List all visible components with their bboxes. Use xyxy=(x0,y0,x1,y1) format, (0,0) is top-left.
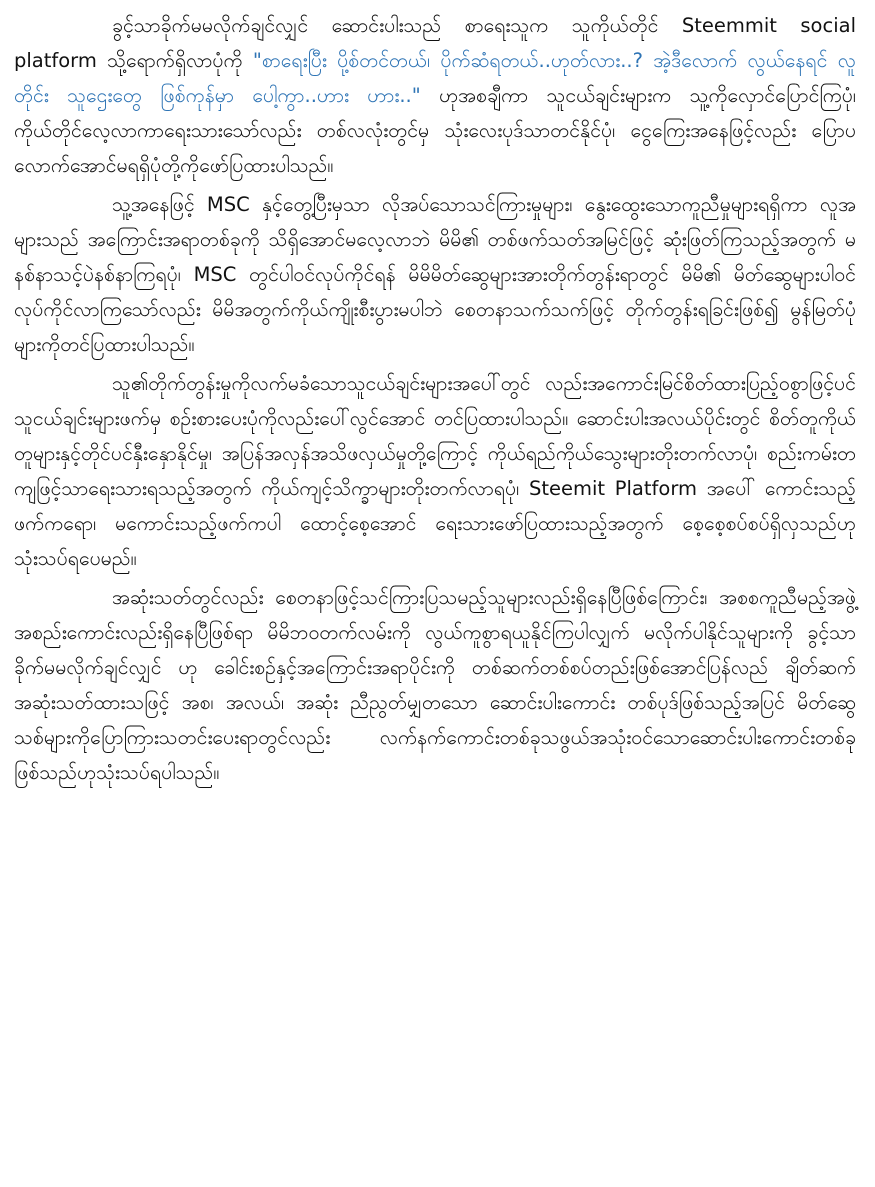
intro-text-continued: ဟုအစချီကာ သူငယ်ချင်းများက သူ့ကိုလှောင်ပြောင်ကြပုံ၊ ကိုယ်တိုင်လေ့လာကာရေးသားသော်လည်း တစ်လလုံးတွင်မှ သုံးလေးပုဒ်သာတင်နိုင်ပုံ၊ ငွေကြေးအနေဖြင့်လည်း ပြောပလောက်အောင်မရရှိပုံတို့ကိုဖော်ပြထားပါသည်။ xyxy=(14,84,856,177)
quoted-remark: "စာရေးပြီး ပို့စ်တင်တယ်၊ ပိုက်ဆံရတယ်..ဟုတ်လား..? အဲ့ဒီလောက် လွယ်နေရင် လူတိုင်း သူဌေးတွေ ဖြစ်ကုန်မှာ ပေါ့ကွာ..ဟား ဟား.." xyxy=(14,49,856,107)
paragraph-msc: သူ့အနေဖြင့် MSC နှင့်တွေ့ပြီးမှသာ လိုအပ်သောသင်ကြားမှုများ၊ နွေးထွေးသောကူညီမှုများရရှိကာ လူအများသည် အကြောင်းအရာတစ်ခုကို သိရှိအောင်မလေ့လာဘဲ မိမိ၏ တစ်ဖက်သတ်အမြင်ဖြင့် ဆုံးဖြတ်ကြသည့်အတွက် မနစ်နာသင့်ပဲနစ်နာကြရပုံ၊ MSC တွင်ပါဝင်လုပ်ကိုင်ရန် မိမိမိတ်ဆွေများအားတိုက်တွန်းရာတွင် မိမိ၏ မိတ်ဆွေများပါဝင်လုပ်ကိုင်လာကြသော်လည်း မိမိအတွက်ကိုယ်ကျိုးစီးပွားမပါဘဲ စေတနာသက်သက်ဖြင့် တိုက်တွန်းရခြင်းဖြစ်၍ မွန်မြတ်ပုံများကိုတင်ပြထားပါသည်။ xyxy=(14,193,856,356)
review-article xyxy=(14,8,856,794)
paragraph-friends: သူ၏တိုက်တွန်းမှုကိုလက်မခံသောသူငယ်ချင်းများအပေါ်တွင် လည်းအကောင်းမြင်စိတ်ထားပြည့်ဝစွာဖြင့်ပင် သူငယ်ချင်းများဖက်မှ စဥ်းစားပေးပုံကိုလည်းပေါ်လွင်အောင် တင်ပြထားပါသည်။ ဆောင်းပါးအလယ်ပိုင်းတွင် စိတ်တူကိုယ်တူများနှင့်တိုင်ပင်နှီးနှောနိုင်မှု၊ အပြန်အလှန်အသိဖလှယ်မှုတို့ကြောင့် ကိုယ်ရည်ကိုယ်သွေးများတိုးတက်လာပုံ၊ စည်းကမ်းတကျဖြင့်သာရေးသားရသည့်အတွက် ကိုယ်ကျင့်သိက္ခာများတိုးတက်လာရပုံ၊ Steemit Platform အပေါ် ကောင်းသည့်ဖက်ကရော၊ မကောင်းသည့်ဖက်ကပါ ထောင့်စေ့အောင် ရေးသားဖော်ပြထားသည့်အတွက် စေ့စေ့စပ်စပ်ရှိလှသည်ဟုသုံးသပ်ရပေမည်။ xyxy=(14,372,856,570)
paragraph-intro xyxy=(14,8,856,183)
intro-text: ခွင့်သာခိုက်မမလိုက်ချင်လျှင် ဆောင်းပါးသည် စာရေးသူက သူကိုယ်တိုင် Steemmit social platform သို့ရောက်ရှိလာပုံကို xyxy=(14,14,856,72)
paragraph-conclusion: အဆုံးသတ်တွင်လည်း စေတနာဖြင့်သင်ကြားပြသမည့်သူများလည်းရှိနေပြီဖြစ်ကြောင်း၊ အစစကူညီမည့်အဖွဲ့အစည်းကောင်းလည်းရှိနေပြီဖြစ်ရာ မိမိဘဝတက်လမ်းကို လွယ်ကူစွာရယူနိုင်ကြပါလျှက် မလိုက်ပါနိုင်သူများကို ခွင့်သာခိုက်မမလိုက်ချင်လျှင် ဟု ခေါင်းစဥ်နှင့်အကြောင်းအရာပိုင်းကို တစ်ဆက်တစ်စပ်တည်းဖြစ်အောင်ပြန်လည် ချိတ်ဆက် အဆုံးသတ်ထားသဖြင့် အစ၊ အလယ်၊ အဆုံး ညီညွတ်မျှတသော ဆောင်းပါးကောင်း တစ်ပုဒ်ဖြစ်သည့်အပြင် မိတ်ဆွေသစ်များကိုပြောကြားသတင်းပေးရာတွင်လည်း လက်နက်ကောင်းတစ်ခုသဖွယ်အသုံးဝင်သောဆောင်းပါးကောင်းတစ်ခုဖြစ်သည်ဟုသုံးသပ်ရပါသည်။ xyxy=(14,586,856,784)
